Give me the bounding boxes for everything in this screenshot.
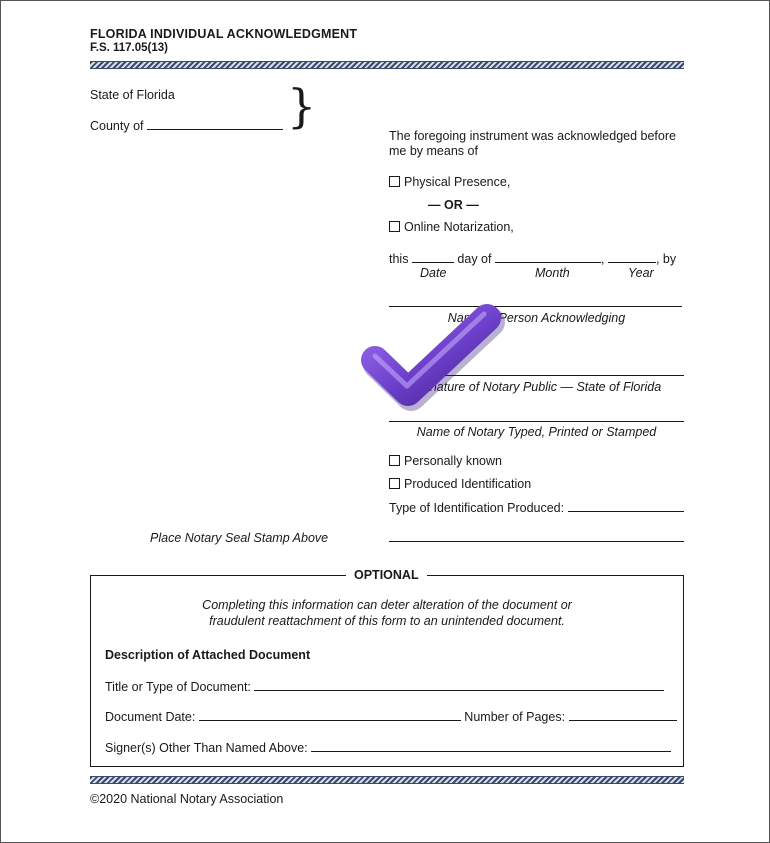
decorative-rope-divider <box>90 61 684 69</box>
personally-known-checkbox[interactable] <box>389 455 400 466</box>
state-label: State of Florida <box>90 88 175 102</box>
notary-signature-caption: Signature of Notary Public — State of Florida <box>411 380 662 394</box>
physical-presence-checkbox[interactable] <box>389 176 400 187</box>
person-name-caption: Name of Person Acknowledging <box>447 311 626 325</box>
physical-presence-option <box>389 175 510 189</box>
month-field[interactable] <box>495 251 601 263</box>
year-caption: Year <box>628 266 654 280</box>
county-line <box>90 118 283 133</box>
id-type-label: Type of Identification Produced: <box>389 501 565 515</box>
doc-date-line <box>105 709 677 724</box>
intro-line-2: me by means of <box>389 144 478 158</box>
venue-brace: } <box>287 79 317 133</box>
year-field[interactable] <box>608 251 656 263</box>
copyright-text: ©2020 National Notary Association <box>90 792 284 806</box>
notary-name-field[interactable] <box>389 421 684 422</box>
by-label: , by <box>655 252 677 266</box>
doc-date-label: Document Date: <box>105 710 196 724</box>
online-notarization-label: Online Notarization, <box>404 220 514 234</box>
online-notarization-option <box>389 220 514 234</box>
produced-id-label: Produced Identification <box>404 477 532 491</box>
seal-line[interactable] <box>389 541 684 542</box>
seal-caption: Place Notary Seal Stamp Above <box>150 531 329 545</box>
signers-label: Signer(s) Other Than Named Above: <box>105 741 308 755</box>
personally-known-option <box>389 454 502 468</box>
form-title: FLORIDA INDIVIDUAL ACKNOWLEDGMENT <box>90 27 358 41</box>
doc-title-line <box>105 679 664 694</box>
id-type-line <box>389 500 684 515</box>
county-field[interactable] <box>147 118 283 130</box>
decorative-rope-divider-bottom <box>90 776 684 784</box>
this-label: this <box>389 252 409 266</box>
county-label: County of <box>90 119 144 133</box>
month-caption: Month <box>535 266 570 280</box>
date-line <box>389 251 676 266</box>
optional-note-line-1: Completing this information can deter alteration of the document or <box>202 598 572 612</box>
num-pages-field[interactable] <box>569 709 677 721</box>
physical-presence-label: Physical Presence, <box>404 175 511 189</box>
intro-line-1: The foregoing instrument was acknowledged before <box>389 129 676 143</box>
optional-note-line-2: fraudulent reattachment of this form to an unintended document. <box>209 614 565 628</box>
statute-reference: F.S. 117.05(13) <box>90 42 168 54</box>
date-field[interactable] <box>412 251 454 263</box>
date-caption: Date <box>420 266 447 280</box>
checkmark-icon[interactable] <box>350 296 510 416</box>
signers-line <box>105 740 671 755</box>
personally-known-label: Personally known <box>404 454 502 468</box>
comma-label: , <box>600 252 605 266</box>
doc-title-field[interactable] <box>254 679 664 691</box>
online-notarization-checkbox[interactable] <box>389 221 400 232</box>
description-heading: Description of Attached Document <box>105 648 311 662</box>
doc-title-label: Title or Type of Document: <box>105 680 251 694</box>
signers-field[interactable] <box>311 740 671 752</box>
doc-date-field[interactable] <box>199 709 461 721</box>
day-of-label: day of <box>457 252 492 266</box>
num-pages-label: Number of Pages: <box>464 710 566 724</box>
id-type-field[interactable] <box>568 500 684 512</box>
produced-id-option <box>389 477 531 491</box>
or-separator: — OR — <box>428 198 479 212</box>
notary-name-caption: Name of Notary Typed, Printed or Stamped <box>416 425 657 439</box>
optional-heading: OPTIONAL <box>346 568 427 582</box>
produced-id-checkbox[interactable] <box>389 478 400 489</box>
